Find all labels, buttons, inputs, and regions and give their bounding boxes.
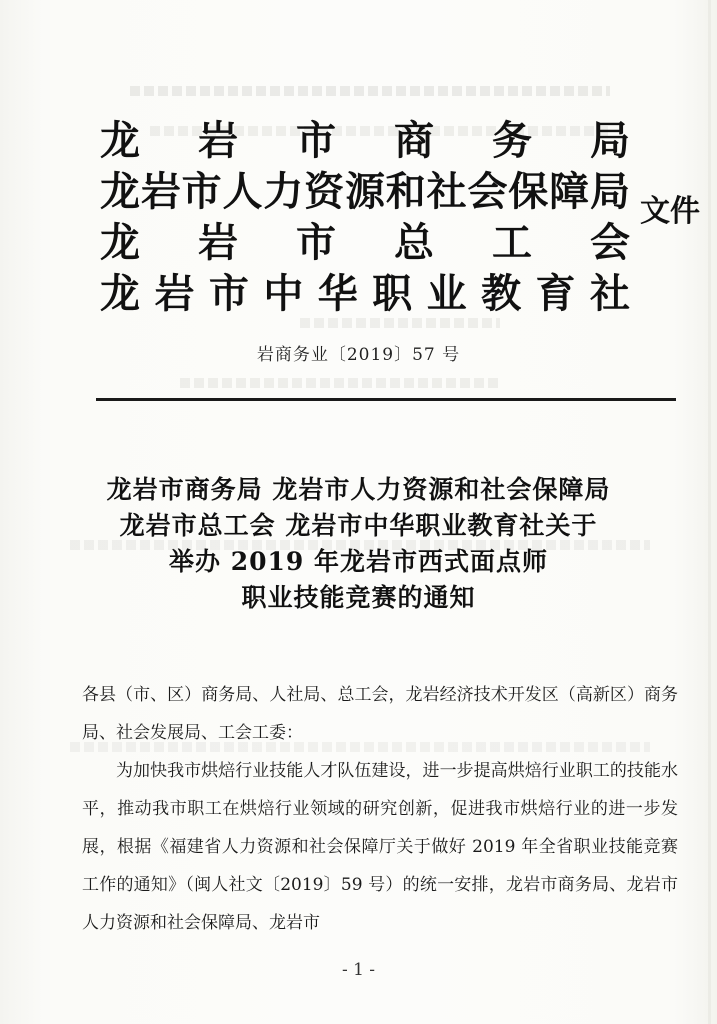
org-char: 市 [181, 168, 222, 215]
org-char: 总 [394, 219, 434, 266]
org-char: 岩 [198, 117, 238, 164]
bleed-through-mark [180, 378, 500, 388]
org-line-trade-union [100, 214, 630, 264]
page-number: - 1 - [341, 960, 376, 980]
org-char: 中 [263, 270, 304, 317]
org-char: 社 [426, 168, 467, 215]
org-char: 局 [589, 168, 630, 215]
org-char: 龙 [100, 168, 140, 215]
recipients-paragraph: 各县（市、区）商务局、人社局、总工会，龙岩经济技术开发区（高新区）商务局、社会发展局、工会工委： [82, 685, 678, 743]
org-char: 会 [590, 219, 630, 266]
org-char: 育 [535, 270, 576, 317]
org-char: 龙 [100, 117, 140, 164]
org-char: 社 [589, 270, 630, 317]
title-line: 举办 2019 年龙岩市西式面点师 [169, 547, 548, 576]
org-char: 工 [492, 219, 532, 266]
notice-title [0, 472, 717, 616]
org-char: 保 [508, 168, 549, 215]
org-line-vocational-education-society [100, 265, 630, 315]
body-paragraph: 为加快我市烘焙行业技能人才队伍建设，进一步提高烘焙行业职工的技能水平，推动我市职工在烘焙行业领域的研究创新，促进我市烘焙行业的进一步发展，根据《福建省人力资源和社会保障厅关于做好 2019 年全省职业技能竞赛工作的通知》（闽人社文〔2019〕59 号）的统一安排，龙岩市商务局、龙岩市人力资源和社会保障局、龙岩市 [82, 761, 678, 933]
org-char: 人 [222, 168, 263, 215]
bleed-through-mark [130, 86, 610, 96]
org-char: 龙 [100, 219, 140, 266]
org-line-hr-social-security-bureau [100, 163, 630, 213]
org-char: 龙 [100, 270, 140, 317]
document-suffix: 文件 [640, 194, 700, 229]
org-char: 商 [394, 117, 434, 164]
document-number: 岩商务业〔2019〕57 号 [256, 345, 461, 365]
title-line: 龙岩市总工会 龙岩市中华职业教育社关于 [119, 511, 598, 540]
org-char: 业 [426, 270, 467, 317]
org-char: 务 [492, 117, 532, 164]
notice-body [82, 676, 678, 942]
org-char: 市 [208, 270, 249, 317]
org-char: 和 [385, 168, 426, 215]
title-line: 龙岩市商务局 龙岩市人力资源和社会保障局 [106, 475, 611, 504]
org-char: 职 [372, 270, 413, 317]
org-char: 岩 [140, 168, 181, 215]
org-line-commerce-bureau [100, 112, 630, 162]
org-char: 市 [296, 219, 336, 266]
org-char: 华 [317, 270, 358, 317]
org-char: 教 [481, 270, 522, 317]
org-char: 市 [296, 117, 336, 164]
org-char: 力 [263, 168, 304, 215]
org-char: 会 [467, 168, 508, 215]
header-divider [96, 398, 676, 401]
org-char: 资 [304, 168, 345, 215]
bleed-through-mark [300, 318, 500, 328]
org-char: 源 [344, 168, 385, 215]
org-char: 障 [549, 168, 590, 215]
org-char: 岩 [198, 219, 238, 266]
org-char: 岩 [154, 270, 195, 317]
title-line: 职业技能竞赛的通知 [241, 583, 476, 612]
org-char: 局 [590, 117, 630, 164]
